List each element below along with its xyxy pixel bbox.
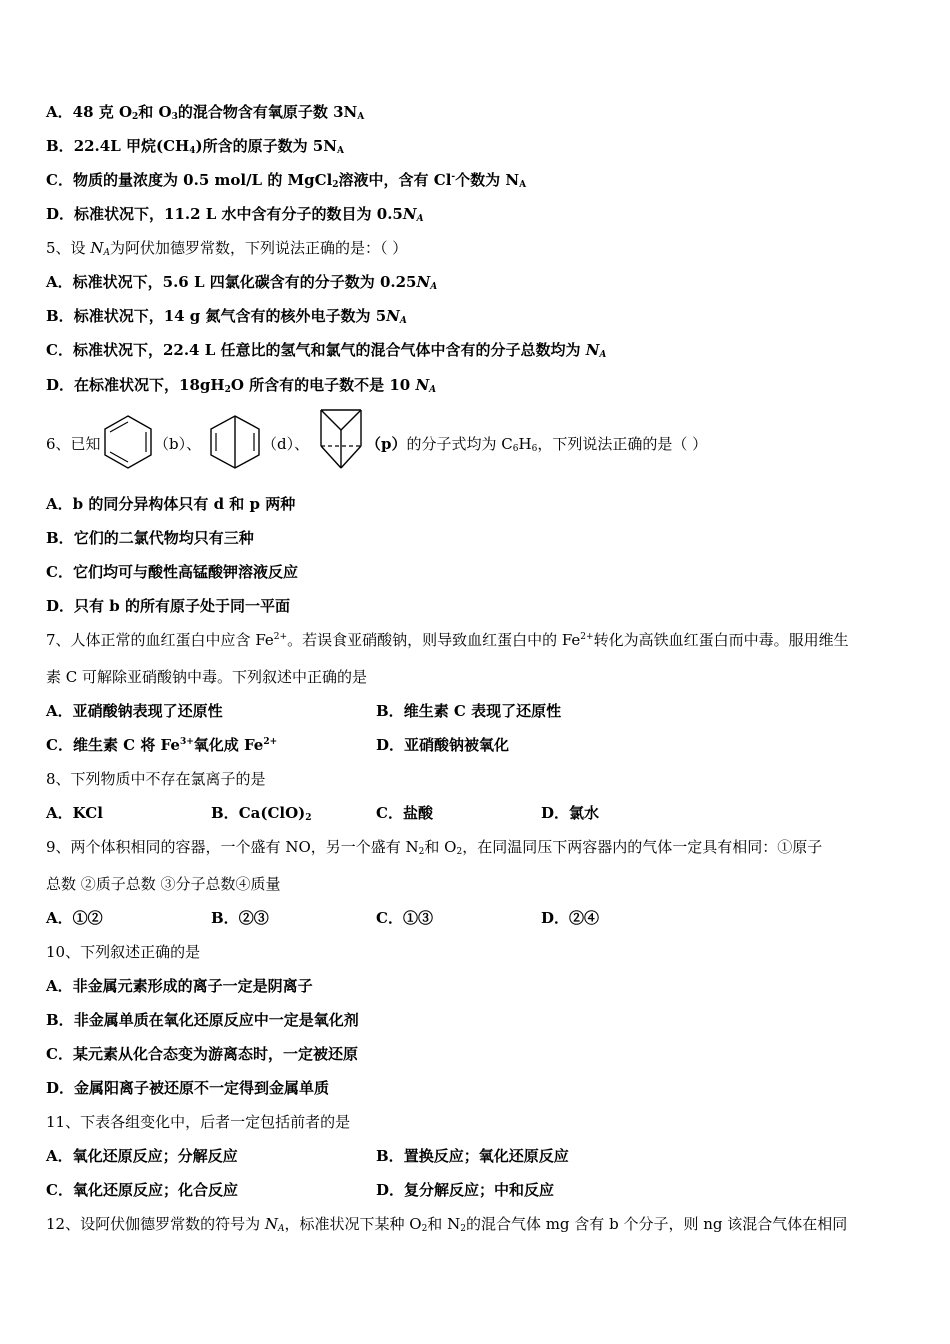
q6-option-c: C．它们均可与酸性高锰酸钾溶液反应 (46, 563, 298, 581)
q10-option-d: D．金属阳离子被还原不一定得到金属单质 (46, 1079, 330, 1097)
q6-option-b: B．它们的二氯代物均只有三种 (46, 529, 254, 547)
q6-option-d: D．只有 b 的所有原子处于同一平面 (46, 597, 290, 615)
q7-option-d: D．亚硝酸钠被氧化 (376, 736, 510, 754)
q9-option-a: A．①② (46, 909, 103, 927)
q9-option-b: B．②③ (211, 909, 269, 927)
q8-stem: 8、下列物质中不存在氯离子的是 (46, 770, 266, 788)
q8-option-c: C．盐酸 (376, 804, 433, 822)
q8-option-d: D．氯水 (541, 804, 600, 822)
q9-option-c: C．①③ (376, 909, 433, 927)
q10-option-a: A．非金属元素形成的离子一定是阴离子 (46, 977, 313, 995)
q11-option-d: D．复分解反应；中和反应 (376, 1181, 555, 1199)
q6-option-a: A．b 的同分异构体只有 d 和 p 两种 (46, 495, 296, 513)
q7-option-c: C．维生素 C 将 $Fe^{3+}$氧化成 $Fe^{2+}$ (46, 736, 278, 754)
q10-stem: 10、下列叙述正确的是 (46, 943, 201, 961)
q5-option-b: B．标准状况下，14 g 氮气含有的核外电子数为 $5N_A$ (46, 307, 407, 326)
q11-option-a: A．氧化还原反应；分解反应 (46, 1147, 238, 1165)
q11-option-b: B．置换反应；氧化还原反应 (376, 1147, 569, 1165)
q7-option-b: B．维生素 C 表现了还原性 (376, 702, 562, 720)
q11-option-c: C．氧化还原反应；化合反应 (46, 1181, 238, 1199)
q9-option-d: D．②④ (541, 909, 600, 927)
q7-option-a: A．亚硝酸钠表现了还原性 (46, 702, 223, 720)
q7-stem-line2: 素 C 可解除亚硝酸钠中毒。下列叙述中正确的是 (46, 668, 368, 686)
q4-option-a: A．48 克 $O_2$和 $O_3$的混合物含有氧原子数 $3N_A$ (46, 103, 365, 122)
q5-option-a: A．标准状况下，5.6 L 四氯化碳含有的分子数为 $0.25N_A$ (46, 273, 438, 292)
prismane-structure (318, 406, 364, 472)
q10-option-c: C．某元素从化合态变为游离态时，一定被还原 (46, 1045, 358, 1063)
q6-stem-suffix: （p）的分子式均为 $C_6H_6$，下列说法正确的是（ ） (366, 435, 708, 454)
q8-option-a: A．KCl (46, 804, 103, 822)
dewar-benzene-structure (208, 414, 262, 470)
q7-stem-line1: 7、人体正常的血红蛋白中应含 $Fe^{2+}$。若误食亚硝酸钠，则导致血红蛋白中的 $Fe^{2+}$转化为高铁血红蛋白而中毒。服用维生 (46, 631, 849, 649)
q5-option-d: D．在标准状况下，$18gH_2O$ 所含有的电子数不是 10 $N_A$ (46, 376, 437, 395)
q5-stem: 5、设 $N_A$为阿伏加德罗常数，下列说法正确的是：（ ） (46, 239, 408, 258)
q11-stem: 11、下表各组变化中，后者一定包括前者的是 (46, 1113, 351, 1131)
q4-option-c: C．物质的量浓度为 0.5 mol/L 的 MgCl$_2$溶液中，含有 Cl-个数为 $N_A$ (46, 171, 527, 190)
q4-option-d: D．标准状况下，11.2 L 水中含有分子的数目为 $0.5N_A$ (46, 205, 424, 224)
q9-stem-line2: 总数 ②质子总数 ③分子总数④质量 (46, 875, 281, 893)
q6-stem-prefix: 6、已知 (46, 435, 101, 453)
q8-option-b: B．$Ca(ClO)_2$ (211, 804, 312, 823)
q12-stem: 12、设阿伏伽德罗常数的符号为 $N_A$，标准状况下某种 $O_2$和 $N_2$的混合气体 mg 含有 b 个分子，则 ng 该混合气体在相同 (46, 1215, 848, 1234)
benzene-structure (102, 414, 154, 470)
q5-option-c: C．标准状况下，22.4 L 任意比的氢气和氯气的混合气体中含有的分子总数均为 $N_A$ (46, 341, 607, 360)
q6-label-b: （b）、 (154, 435, 202, 453)
q4-option-b: B．22.4L 甲烷$(CH_4)$所含的原子数为 $5N_A$ (46, 137, 344, 156)
q6-label-d: （d）、 (262, 435, 310, 453)
q9-stem-line1: 9、两个体积相同的容器，一个盛有 NO，另一个盛有 $N_2$和 $O_2$，在同温同压下两容器内的气体一定具有相同：①原子 (46, 838, 823, 857)
q10-option-b: B．非金属单质在氧化还原反应中一定是氧化剂 (46, 1011, 359, 1029)
